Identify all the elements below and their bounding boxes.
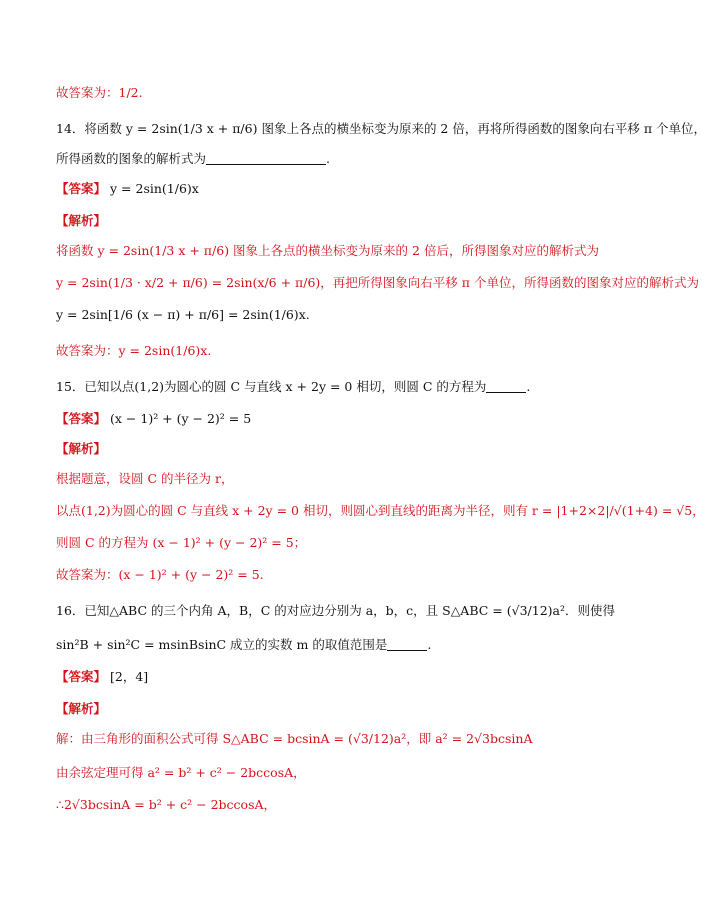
question-15-end: . — [526, 379, 531, 394]
conclusion-14: 故答案为：y = 2sin(1/6)x. — [56, 343, 212, 358]
analysis-16-line-1: 解：由三角形的面积公式可得 S△ABC = bcsinA = (√3/12)a²，即 a² = 2√3bcsinA — [56, 731, 533, 746]
conclusion-15: 故答案为：(x − 1)² + (y − 2)² = 5. — [56, 567, 264, 582]
analysis-15-line-3: 则圆 C 的方程为 (x − 1)² + (y − 2)² = 5； — [56, 535, 307, 550]
question-16-text: sin²B + sin²C = msinBsinC 成立的实数 m 的取值范围是 — [56, 637, 388, 652]
question-14-end: . — [326, 151, 330, 166]
answer-15 — [56, 410, 620, 428]
answer-tag: 【答案】 — [56, 669, 107, 684]
answer-blank — [387, 638, 427, 651]
question-16-line-1: 16．已知△ABC 的三个内角 A，B，C 的对应边分别为 a，b，c，且 S△ABC = (√3/12)a²．则使得 — [56, 603, 615, 618]
answer-line-q13: 故答案为：1/2. — [56, 85, 143, 100]
question-16-line-2 — [56, 636, 620, 654]
answer-blank — [206, 152, 326, 165]
answer-value: (x − 1)² + (y − 2)² = 5 — [110, 411, 252, 426]
answer-14 — [56, 180, 620, 198]
analysis-16-line-2: 由余弦定理可得 a² = b² + c² − 2bccosA， — [56, 765, 306, 780]
question-15-text: 15．已知以点(1,2)为圆心的圆 C 与直线 x + 2y = 0 相切，则圆 C 的方程为 — [56, 379, 487, 394]
question-14-text: 所得函数的图象的解析式为 — [56, 151, 207, 166]
analysis-14-line-1: 将函数 y = 2sin(1/3 x + π/6) 图象上各点的横坐标变为原来的 2 倍后，所得图象对应的解析式为 — [56, 243, 599, 258]
answer-tag: 【答案】 — [56, 411, 107, 426]
analysis-16-line-3: ∴2√3bcsinA = b² + c² − 2bccosA， — [56, 797, 277, 812]
answer-16 — [56, 668, 620, 686]
analysis-14-line-2: y = 2sin(1/3 · x/2 + π/6) = 2sin(x/6 + π/6)，再把所得图象向右平移 π 个单位，所得函数的图象对应的解析式为 — [56, 275, 699, 290]
analysis-tag-15: 【解析】 — [56, 441, 107, 456]
answer-blank — [486, 380, 526, 393]
analysis-14-line-3: y = 2sin[1/6 (x − π) + π/6] = 2sin(1/6)x. — [56, 307, 310, 322]
analysis-tag-14: 【解析】 — [56, 213, 107, 228]
question-16-end: . — [427, 637, 432, 652]
answer-value: [2，4] — [110, 669, 149, 684]
analysis-tag-16: 【解析】 — [56, 701, 107, 716]
answer-value: y = 2sin(1/6)x — [110, 181, 199, 196]
question-14-line-2 — [56, 150, 620, 168]
analysis-15-line-2: 以点(1,2)为圆心的圆 C 与直线 x + 2y = 0 相切，则圆心到直线的距离为半径，则有 r = |1+2×2|/√(1+4) = √5， — [56, 503, 705, 518]
answer-tag: 【答案】 — [56, 181, 107, 196]
question-15 — [56, 378, 620, 396]
question-14-line-1: 14．将函数 y = 2sin(1/3 x + π/6) 图象上各点的横坐标变为原来的 2 倍，再将所得函数的图象向右平移 π 个单位， — [56, 121, 706, 136]
analysis-15-line-1: 根据题意，设圆 C 的半径为 r， — [56, 471, 234, 486]
